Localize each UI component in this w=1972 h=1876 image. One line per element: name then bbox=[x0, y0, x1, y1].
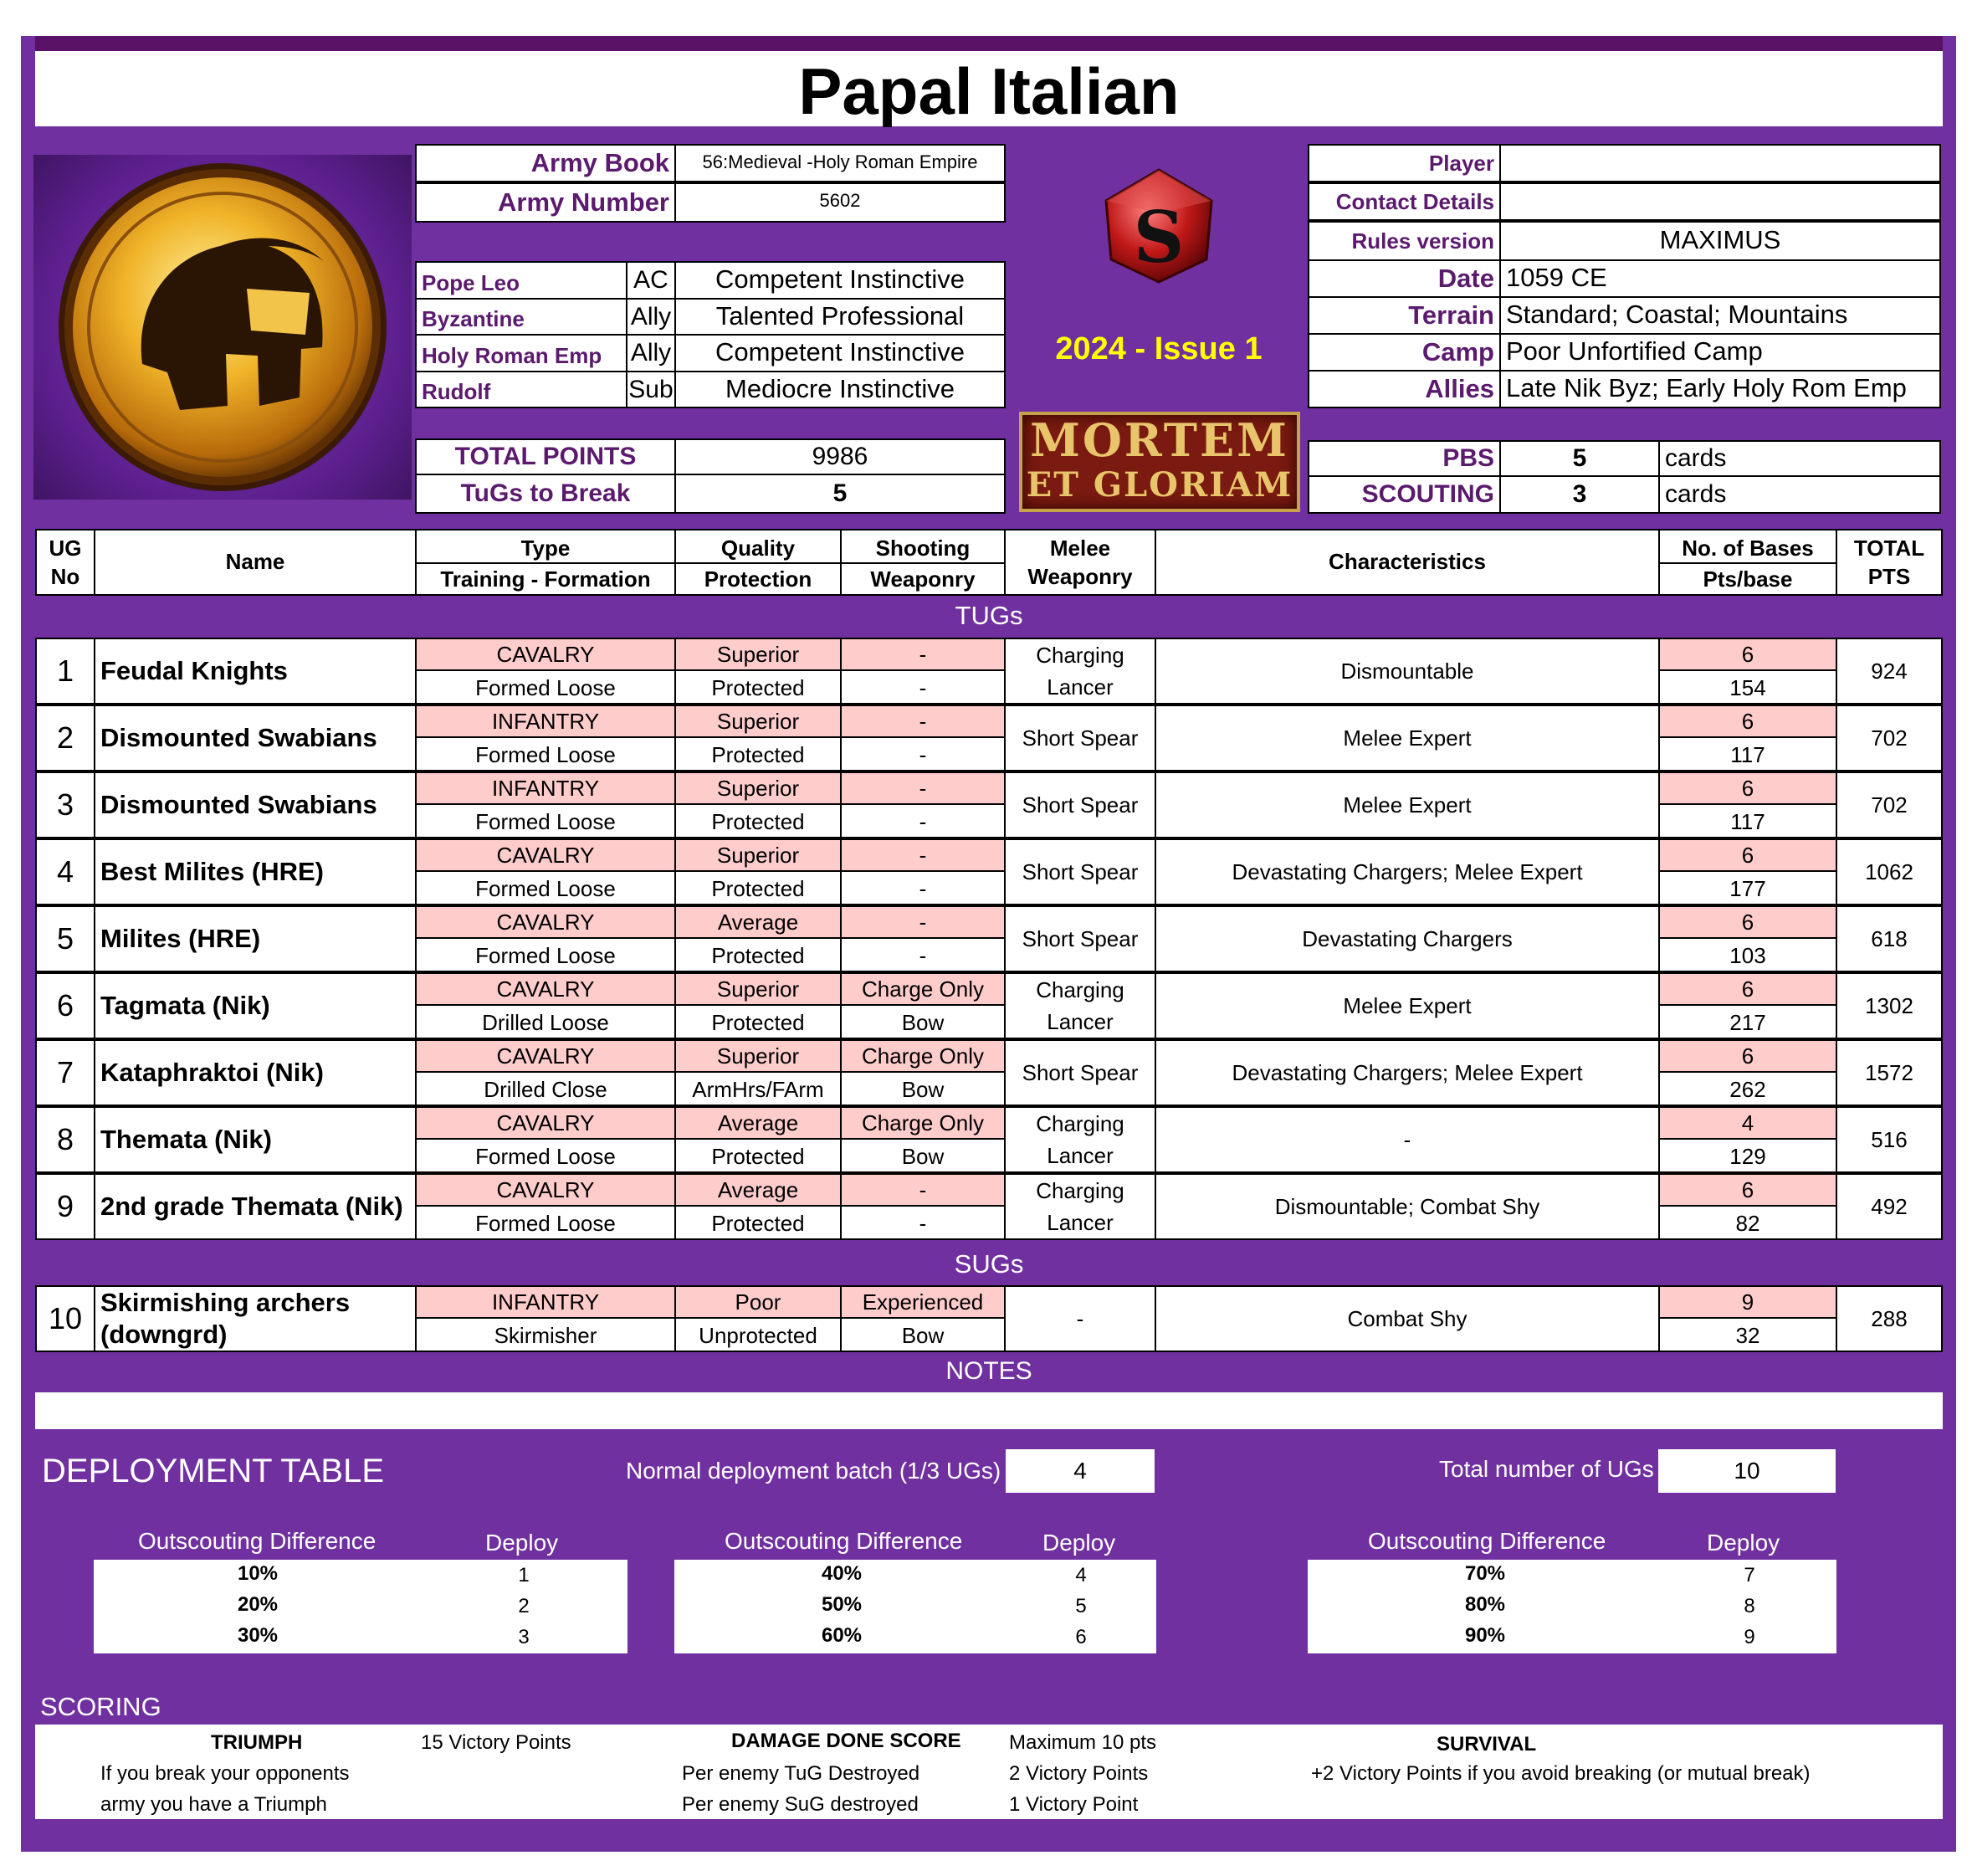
unit-shooting: Charge Only bbox=[840, 1039, 1006, 1073]
notes-box[interactable] bbox=[35, 1392, 1943, 1429]
survival-line: +2 Victory Points if you avoid breaking (or mutual break) bbox=[1311, 1762, 1811, 1785]
deployment-batch-label: Normal deployment batch (1/3 UGs) bbox=[626, 1458, 1001, 1484]
header-bases-top: No. of Bases bbox=[1658, 529, 1837, 564]
unit-protection: Protected bbox=[674, 870, 842, 905]
unit-no: 5 bbox=[35, 905, 95, 972]
unit-pts-per-base: 117 bbox=[1658, 803, 1837, 838]
triumph-line-2: army you have a Triumph bbox=[100, 1793, 327, 1816]
unit-protection: Protected bbox=[674, 937, 842, 972]
pbs-unit: cards bbox=[1658, 440, 1941, 477]
unit-characteristics: Melee Expert bbox=[1155, 771, 1660, 838]
outscouting-difference-label: Outscouting Difference bbox=[1368, 1528, 1606, 1554]
unit-melee bbox=[1004, 972, 1156, 1039]
pbs-label: PBS bbox=[1308, 440, 1501, 477]
unit-melee: Short Spear bbox=[1004, 705, 1156, 771]
info-terrain-value: Standard; Coastal; Mountains bbox=[1499, 296, 1941, 335]
unit-protection: Protected bbox=[674, 1004, 842, 1039]
outscouting-pct: 40% bbox=[821, 1562, 863, 1585]
unit-name-line-1: Skirmishing archers bbox=[100, 1288, 351, 1317]
unit-shooting: - bbox=[840, 905, 1006, 939]
header-total bbox=[1836, 529, 1943, 596]
unit-bases: 9 bbox=[1658, 1285, 1837, 1319]
unit-protection: Unprotected bbox=[674, 1317, 842, 1352]
unit-bases: 6 bbox=[1658, 771, 1837, 805]
unit-characteristics: Devastating Chargers; Melee Expert bbox=[1155, 1039, 1660, 1106]
outscouting-pct: 60% bbox=[821, 1624, 863, 1647]
unit-pts-per-base: 103 bbox=[1658, 937, 1837, 972]
top-bar bbox=[35, 36, 1943, 51]
info-player-value[interactable] bbox=[1499, 144, 1941, 182]
unit-characteristics: Melee Expert bbox=[1155, 705, 1660, 771]
header-total-line-1: TOTAL bbox=[1853, 536, 1925, 561]
header-melee bbox=[1004, 529, 1156, 596]
unit-training: Formed Loose bbox=[415, 736, 676, 771]
scoring-title: SCORING bbox=[40, 1692, 161, 1721]
unit-training: Drilled Loose bbox=[415, 1004, 676, 1039]
unit-melee: Short Spear bbox=[1004, 905, 1156, 972]
unit-name: Feudal Knights bbox=[94, 638, 417, 705]
unit-no: 10 bbox=[35, 1285, 95, 1352]
unit-bases: 6 bbox=[1658, 905, 1837, 939]
unit-shooting: Charge Only bbox=[840, 972, 1006, 1006]
damage-max: Maximum 10 pts bbox=[1009, 1731, 1157, 1754]
army-number-label: Army Number bbox=[415, 182, 676, 223]
deploy-count: 7 bbox=[1744, 1564, 1755, 1586]
mortem-et-gloriam-logo bbox=[1019, 412, 1300, 512]
unit-total-pts: 516 bbox=[1836, 1106, 1943, 1173]
unit-training: Formed Loose bbox=[415, 870, 676, 905]
deploy-count: 8 bbox=[1744, 1595, 1755, 1617]
unit-training: Formed Loose bbox=[415, 1205, 676, 1240]
outscouting-difference-label: Outscouting Difference bbox=[725, 1528, 963, 1554]
deployment-total-value: 10 bbox=[1658, 1449, 1836, 1493]
unit-bases: 6 bbox=[1658, 838, 1837, 872]
commander-name: Holy Roman Emp bbox=[415, 334, 627, 372]
unit-shooting-weaponry: - bbox=[840, 1205, 1006, 1240]
unit-no: 9 bbox=[35, 1173, 95, 1240]
tugs-to-break-label: TuGs to Break bbox=[415, 474, 676, 514]
unit-no: 1 bbox=[35, 638, 95, 705]
total-points-value: 9986 bbox=[674, 438, 1006, 475]
unit-type: INFANTRY bbox=[415, 771, 676, 805]
unit-characteristics: Dismountable; Combat Shy bbox=[1155, 1173, 1660, 1240]
header-shooting-top: Shooting bbox=[840, 529, 1006, 564]
unit-type: CAVALRY bbox=[415, 638, 676, 671]
unit-total-pts: 618 bbox=[1836, 905, 1943, 972]
damage-title: DAMAGE DONE SCORE bbox=[731, 1730, 961, 1752]
damage-line-2: Per enemy SuG destroyed bbox=[682, 1793, 919, 1816]
pbs-value: 5 bbox=[1499, 440, 1660, 477]
tugs-to-break-value: 5 bbox=[674, 474, 1006, 514]
info-allies-label: Allies bbox=[1308, 370, 1501, 408]
unit-shooting: Charge Only bbox=[840, 1106, 1006, 1140]
unit-melee-line-2: Lancer bbox=[1047, 1143, 1114, 1168]
unit-training: Formed Loose bbox=[415, 669, 676, 705]
unit-name bbox=[94, 1285, 417, 1352]
info-date-label: Date bbox=[1308, 259, 1501, 298]
commander-role: Sub bbox=[626, 371, 676, 408]
unit-type: CAVALRY bbox=[415, 1106, 676, 1140]
logo-line-2: ET GLORIAM bbox=[1026, 465, 1293, 505]
unit-shooting: Experienced bbox=[840, 1285, 1006, 1319]
unit-shooting-weaponry: - bbox=[840, 870, 1006, 905]
unit-no: 3 bbox=[35, 771, 95, 838]
unit-melee-line-2: Lancer bbox=[1047, 1210, 1114, 1235]
unit-total-pts: 702 bbox=[1836, 705, 1943, 771]
header-ug-no-line-2: No bbox=[50, 564, 80, 589]
unit-no: 2 bbox=[35, 705, 95, 771]
unit-quality: Superior bbox=[674, 705, 842, 738]
unit-training: Formed Loose bbox=[415, 937, 676, 972]
unit-melee-line-1: Charging bbox=[1036, 1111, 1124, 1136]
header-quality-top: Quality bbox=[674, 529, 842, 564]
commander-name: Pope Leo bbox=[415, 261, 627, 300]
info-camp-value: Poor Unfortified Camp bbox=[1499, 333, 1941, 372]
page-title: Papal Italian bbox=[35, 51, 1943, 126]
header-type-bottom: Training - Formation bbox=[415, 562, 676, 596]
unit-melee bbox=[1004, 638, 1156, 705]
unit-characteristics: Dismountable bbox=[1155, 638, 1660, 705]
unit-type: CAVALRY bbox=[415, 1039, 676, 1073]
unit-shooting-weaponry: - bbox=[840, 669, 1006, 705]
unit-training: Formed Loose bbox=[415, 803, 676, 838]
unit-pts-per-base: 129 bbox=[1658, 1138, 1837, 1173]
deployment-title: DEPLOYMENT TABLE bbox=[42, 1453, 385, 1489]
unit-quality: Superior bbox=[674, 1039, 842, 1073]
commander-quality: Competent Instinctive bbox=[674, 334, 1006, 372]
commander-name: Byzantine bbox=[415, 298, 627, 336]
unit-shooting: - bbox=[840, 838, 1006, 872]
notes-label: NOTES bbox=[945, 1357, 1032, 1385]
unit-melee: Short Spear bbox=[1004, 1039, 1156, 1106]
unit-no: 4 bbox=[35, 838, 95, 905]
unit-quality: Superior bbox=[674, 771, 842, 805]
commander-quality: Mediocre Instinctive bbox=[674, 371, 1006, 408]
deployment-total-label: Total number of UGs bbox=[1439, 1456, 1654, 1482]
deploy-count: 4 bbox=[1075, 1564, 1087, 1586]
unit-pts-per-base: 117 bbox=[1658, 736, 1837, 771]
deployment-batch-value: 4 bbox=[1006, 1449, 1155, 1493]
outscouting-pct: 70% bbox=[1464, 1562, 1506, 1585]
outscouting-pct: 80% bbox=[1464, 1593, 1506, 1616]
unit-no: 7 bbox=[35, 1039, 95, 1106]
outscouting-pct: 10% bbox=[237, 1562, 279, 1585]
unit-quality: Average bbox=[674, 1173, 842, 1207]
triumph-title: TRIUMPH bbox=[211, 1731, 303, 1754]
unit-quality: Superior bbox=[674, 972, 842, 1006]
unit-training: Skirmisher bbox=[415, 1317, 676, 1352]
unit-training: Formed Loose bbox=[415, 1138, 676, 1173]
unit-type: CAVALRY bbox=[415, 1173, 676, 1207]
info-camp-label: Camp bbox=[1308, 333, 1501, 372]
army-book-value: 56:Medieval -Holy Roman Empire bbox=[674, 144, 1006, 182]
unit-name-line-2: (downgrd) bbox=[100, 1320, 228, 1349]
header-bases-bottom: Pts/base bbox=[1658, 562, 1837, 596]
commander-name: Rudolf bbox=[415, 371, 627, 408]
unit-name: Themata (Nik) bbox=[94, 1106, 417, 1173]
unit-characteristics: Devastating Chargers; Melee Expert bbox=[1155, 838, 1660, 905]
unit-pts-per-base: 217 bbox=[1658, 1004, 1837, 1039]
unit-name: Milites (HRE) bbox=[94, 905, 417, 972]
unit-quality: Poor bbox=[674, 1285, 842, 1319]
total-points-label: TOTAL POINTS bbox=[415, 438, 676, 475]
unit-total-pts: 1302 bbox=[1836, 972, 1943, 1039]
unit-pts-per-base: 82 bbox=[1658, 1205, 1837, 1240]
unit-melee-line-2: Lancer bbox=[1047, 674, 1114, 700]
header-total-line-2: PTS bbox=[1867, 564, 1911, 589]
info-rules-label: Rules version bbox=[1308, 221, 1501, 261]
unit-pts-per-base: 32 bbox=[1658, 1317, 1837, 1352]
damage-points-2: 1 Victory Point bbox=[1009, 1793, 1139, 1816]
unit-type: INFANTRY bbox=[415, 705, 676, 738]
deploy-count: 1 bbox=[518, 1564, 530, 1586]
unit-protection: Protected bbox=[674, 803, 842, 838]
unit-type: CAVALRY bbox=[415, 972, 676, 1006]
unit-training: Drilled Close bbox=[415, 1071, 676, 1106]
unit-shooting: - bbox=[840, 638, 1006, 671]
unit-quality: Average bbox=[674, 905, 842, 939]
unit-pts-per-base: 262 bbox=[1658, 1071, 1837, 1106]
issue-label: 2024 - Issue 1 bbox=[1055, 331, 1263, 366]
unit-bases: 6 bbox=[1658, 1039, 1837, 1073]
outscouting-pct: 90% bbox=[1464, 1624, 1506, 1647]
commander-role: Ally bbox=[626, 334, 676, 372]
header-melee-line-1: Melee bbox=[1049, 536, 1111, 561]
svg-text:S: S bbox=[1133, 196, 1185, 279]
outscouting-pct: 50% bbox=[821, 1593, 863, 1616]
unit-pts-per-base: 177 bbox=[1658, 870, 1837, 905]
unit-name: Dismounted Swabians bbox=[94, 771, 417, 838]
outscouting-pct: 20% bbox=[237, 1593, 279, 1616]
deploy-label: Deploy bbox=[485, 1530, 559, 1556]
unit-type: CAVALRY bbox=[415, 905, 676, 939]
unit-total-pts: 492 bbox=[1836, 1173, 1943, 1240]
unit-protection: ArmHrs/FArm bbox=[674, 1071, 842, 1106]
unit-name: Dismounted Swabians bbox=[94, 705, 417, 771]
deploy-count: 6 bbox=[1075, 1626, 1087, 1648]
commander-role: AC bbox=[626, 261, 676, 300]
unit-total-pts: 924 bbox=[1836, 638, 1943, 705]
header-type-top: Type bbox=[415, 529, 676, 564]
unit-characteristics: Melee Expert bbox=[1155, 972, 1660, 1039]
army-number-value: 5602 bbox=[674, 182, 1006, 223]
header-ug-no bbox=[35, 529, 95, 596]
unit-bases: 6 bbox=[1658, 1173, 1837, 1207]
unit-pts-per-base: 154 bbox=[1658, 669, 1837, 705]
unit-protection: Protected bbox=[674, 1205, 842, 1240]
helmet-emblem bbox=[33, 155, 412, 500]
unit-melee: - bbox=[1004, 1285, 1156, 1352]
deploy-count: 3 bbox=[518, 1626, 530, 1648]
unit-no: 6 bbox=[35, 972, 95, 1039]
triumph-line-1: If you break your opponents bbox=[100, 1762, 350, 1785]
unit-type: CAVALRY bbox=[415, 838, 676, 872]
deploy-count: 5 bbox=[1075, 1595, 1087, 1617]
unit-shooting: - bbox=[840, 771, 1006, 805]
unit-characteristics: - bbox=[1155, 1106, 1660, 1173]
unit-bases: 6 bbox=[1658, 705, 1837, 738]
unit-name: Kataphraktoi (Nik) bbox=[94, 1039, 417, 1106]
outscouting-difference-label: Outscouting Difference bbox=[138, 1528, 376, 1554]
header-ug-no-line-1: UG bbox=[49, 536, 82, 561]
sugs-section-label: SUGs bbox=[954, 1249, 1024, 1279]
survival-title: SURVIVAL bbox=[1437, 1733, 1537, 1756]
deploy-count: 9 bbox=[1744, 1626, 1755, 1648]
unit-shooting-weaponry: Bow bbox=[840, 1071, 1006, 1106]
info-contact-value[interactable] bbox=[1499, 182, 1941, 221]
unit-shooting-weaponry: - bbox=[840, 803, 1006, 838]
unit-shooting-weaponry: Bow bbox=[840, 1317, 1006, 1352]
commander-quality: Talented Professional bbox=[674, 298, 1006, 336]
deploy-label: Deploy bbox=[1707, 1530, 1780, 1556]
unit-characteristics: Combat Shy bbox=[1155, 1285, 1660, 1352]
info-allies-value: Late Nik Byz; Early Holy Rom Emp bbox=[1499, 370, 1941, 408]
unit-total-pts: 288 bbox=[1836, 1285, 1943, 1352]
header-characteristics: Characteristics bbox=[1155, 529, 1660, 596]
unit-melee-line-1: Charging bbox=[1036, 977, 1124, 1002]
unit-shooting-weaponry: Bow bbox=[840, 1138, 1006, 1173]
unit-protection: Protected bbox=[674, 1138, 842, 1173]
deploy-count: 2 bbox=[518, 1595, 530, 1617]
unit-melee: Short Spear bbox=[1004, 838, 1156, 905]
unit-shooting: - bbox=[840, 705, 1006, 738]
logo-line-1: MORTEM bbox=[1030, 413, 1289, 467]
die-icon bbox=[1096, 163, 1222, 289]
outscouting-pct: 30% bbox=[237, 1624, 279, 1647]
deploy-label: Deploy bbox=[1042, 1530, 1116, 1556]
scouting-unit: cards bbox=[1658, 475, 1941, 514]
unit-type: INFANTRY bbox=[415, 1285, 676, 1319]
unit-characteristics: Devastating Chargers bbox=[1155, 905, 1660, 972]
scouting-label: SCOUTING bbox=[1308, 475, 1501, 514]
commander-quality: Competent Instinctive bbox=[674, 261, 1006, 300]
army-book-label: Army Book bbox=[415, 144, 676, 182]
unit-total-pts: 702 bbox=[1836, 771, 1943, 838]
unit-bases: 6 bbox=[1658, 638, 1837, 671]
unit-quality: Average bbox=[674, 1106, 842, 1140]
header-shooting-bottom: Weaponry bbox=[840, 562, 1006, 596]
damage-line-1: Per enemy TuG Destroyed bbox=[682, 1762, 920, 1785]
unit-name: Best Milites (HRE) bbox=[94, 838, 417, 905]
helmet-icon bbox=[33, 155, 412, 500]
unit-melee-line-2: Lancer bbox=[1047, 1009, 1114, 1034]
unit-no: 8 bbox=[35, 1106, 95, 1173]
header-quality-bottom: Protection bbox=[674, 562, 842, 596]
scoring-box bbox=[35, 1725, 1943, 1819]
unit-melee bbox=[1004, 1106, 1156, 1173]
info-player-label: Player bbox=[1308, 144, 1501, 182]
header-melee-line-2: Weaponry bbox=[1027, 564, 1133, 589]
unit-total-pts: 1572 bbox=[1836, 1039, 1943, 1106]
unit-bases: 4 bbox=[1658, 1106, 1837, 1140]
info-rules-value: MAXIMUS bbox=[1499, 221, 1941, 261]
tugs-section-label: TUGs bbox=[955, 601, 1023, 630]
info-date-value: 1059 CE bbox=[1499, 259, 1941, 298]
damage-points-1: 2 Victory Points bbox=[1009, 1762, 1149, 1785]
commander-role: Ally bbox=[626, 298, 676, 336]
unit-name: 2nd grade Themata (Nik) bbox=[94, 1173, 417, 1240]
unit-total-pts: 1062 bbox=[1836, 838, 1943, 905]
triumph-points: 15 Victory Points bbox=[421, 1731, 571, 1754]
unit-shooting-weaponry: Bow bbox=[840, 1004, 1006, 1039]
info-contact-label: Contact Details bbox=[1308, 182, 1501, 221]
unit-shooting-weaponry: - bbox=[840, 937, 1006, 972]
unit-protection: Protected bbox=[674, 669, 842, 705]
unit-bases: 6 bbox=[1658, 972, 1837, 1006]
unit-name: Tagmata (Nik) bbox=[94, 972, 417, 1039]
info-terrain-label: Terrain bbox=[1308, 296, 1501, 335]
scouting-value: 3 bbox=[1499, 475, 1660, 514]
unit-shooting: - bbox=[840, 1173, 1006, 1207]
unit-protection: Protected bbox=[674, 736, 842, 771]
unit-melee: Short Spear bbox=[1004, 771, 1156, 838]
unit-melee-line-1: Charging bbox=[1036, 643, 1124, 668]
unit-shooting-weaponry: - bbox=[840, 736, 1006, 771]
unit-melee bbox=[1004, 1173, 1156, 1240]
header-name: Name bbox=[94, 529, 417, 596]
dice-logo bbox=[1096, 163, 1222, 289]
unit-quality: Superior bbox=[674, 638, 842, 671]
unit-melee-line-1: Charging bbox=[1036, 1178, 1124, 1203]
unit-quality: Superior bbox=[674, 838, 842, 872]
